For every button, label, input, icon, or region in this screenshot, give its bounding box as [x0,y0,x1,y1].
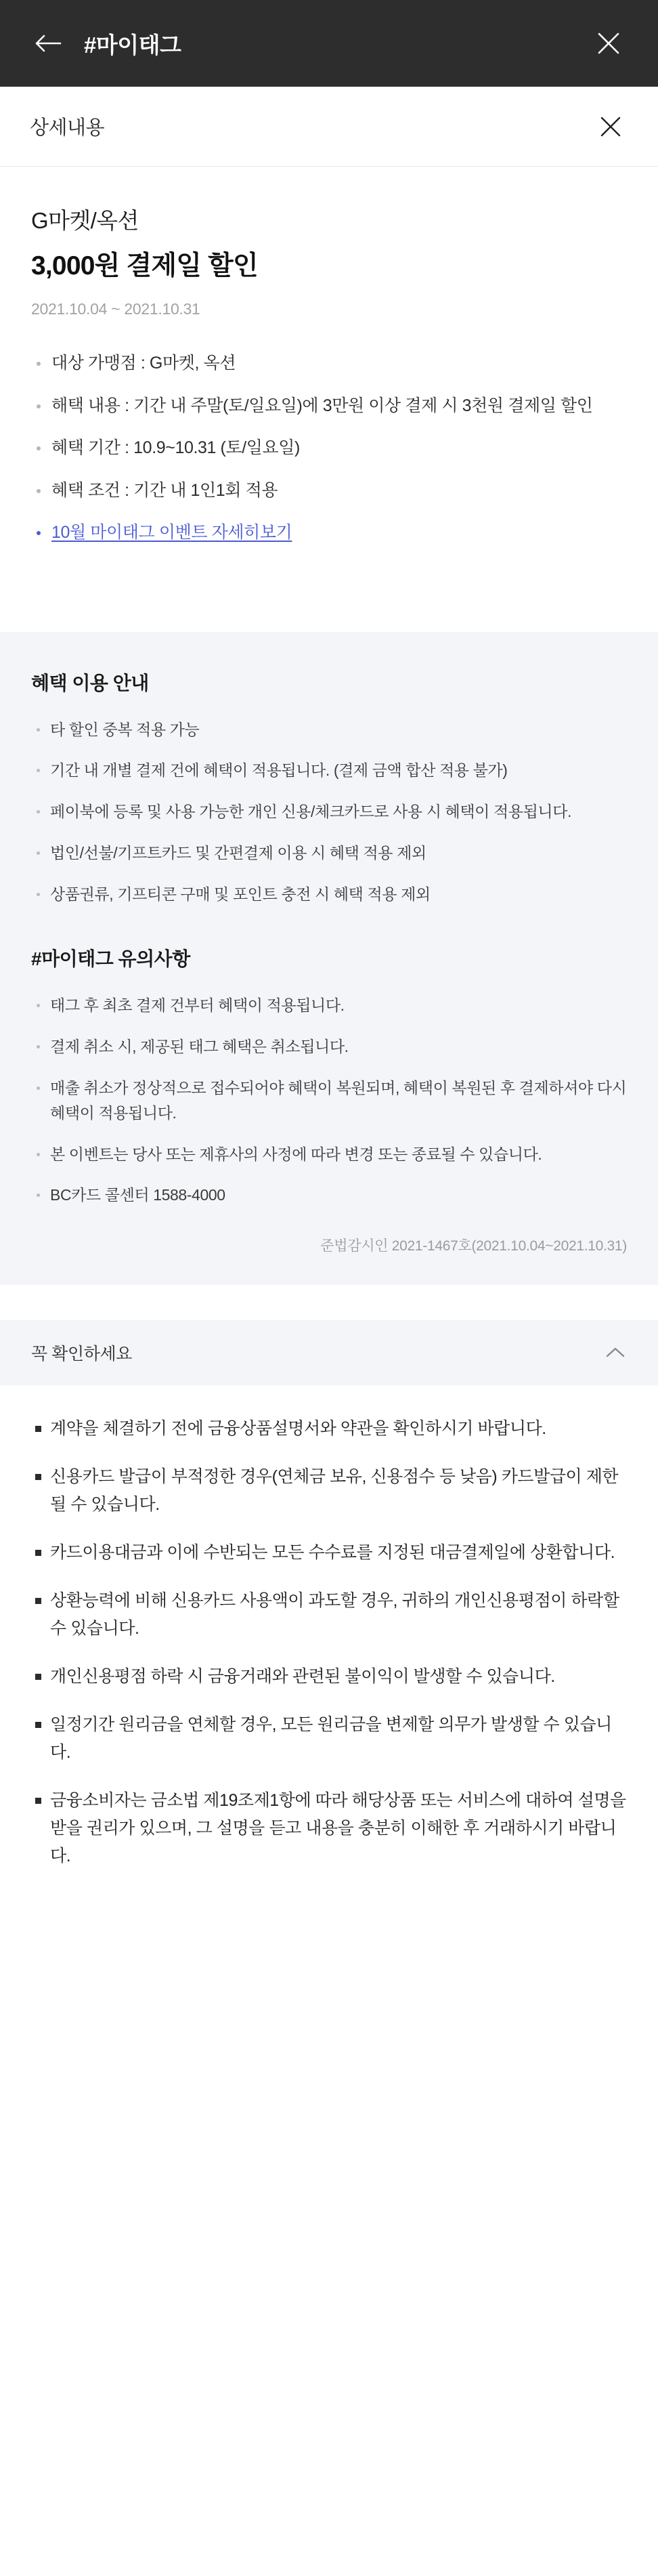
list-item: 카드이용대금과 이에 수반되는 모든 수수료를 지정된 대금결제일에 상환합니다. [31,1539,627,1567]
list-item: 기간 내 개별 결제 건에 혜택이 적용됩니다. (결제 금액 합산 적용 불가) [31,758,627,783]
promo-bullet-list [31,350,627,547]
list-item: 혜택 기간 : 10.9~10.31 (토/일요일) [31,434,627,462]
promo-detail [0,167,658,602]
list-item: 계약을 체결하기 전에 금융상품설명서와 약관을 확인하시기 바랍니다. [31,1415,627,1443]
detail-sheet-header [0,87,658,167]
spacer [0,1285,658,1320]
page-title: #마이태그 [84,32,181,58]
list-item: 신용카드 발급이 부적정한 경우(연체금 보유, 신용점수 등 낮음) 카드발급이 제한될 수 있습니다. [31,1463,627,1519]
list-item: 혜택 조건 : 기간 내 1인1회 적용 [31,477,627,505]
list-item: 금융소비자는 금소법 제19조제1항에 따라 해당상품 또는 서비스에 대하여 설명을 받을 권리가 있으며, 그 설명을 듣고 내용을 충분히 이해한 후 거래하시기 바랍니다. [31,1787,627,1870]
list-item: 상환능력에 비해 신용카드 사용액이 과도할 경우, 귀하의 개인신용평점이 하락할 수 있습니다. [31,1587,627,1643]
list-item: BC카드 콜센터 1588-4000 [31,1183,627,1208]
list-item: 일정기간 원리금을 연체할 경우, 모든 원리금을 변제할 의무가 발생할 수 있습니다. [31,1711,627,1767]
promo-headline: 3,000원 결제일 할인 [31,251,258,280]
list-item: 해택 내용 : 기간 내 주말(토/일요일)에 3만원 이상 결제 시 3천원 결제일 할인 [31,392,627,420]
list-item: 법인/선불/기프트카드 및 간편결제 이용 시 혜택 적용 제외 [31,841,627,866]
app-bar [0,0,658,87]
benefit-guide-title: 혜택 이용 안내 [31,672,149,694]
list-item: 타 할인 중복 적용 가능 [31,717,627,742]
list-item: 개인신용평점 하락 시 금융거래와 관련된 불이익이 발생할 수 있습니다. [31,1663,627,1691]
guide-section [0,632,658,1286]
confirm-accordion-body [0,1385,658,1938]
confirm-accordion-header[interactable] [0,1320,658,1385]
chevron-up-icon[interactable] [604,1341,627,1364]
confirm-accordion-label: 꼭 확인하세요 [31,1345,133,1364]
close-icon[interactable] [593,109,628,144]
mytag-notice-list [31,993,627,1208]
mytag-notice-title: #마이태그 유의사항 [31,948,190,970]
list-item: 태그 후 최초 결제 건부터 혜택이 적용됩니다. [31,993,627,1018]
list-item: 결제 취소 시, 제공된 태그 혜택은 취소됩니다. [31,1034,627,1059]
list-item: 페이북에 등록 및 사용 가능한 개인 신용/체크카드로 사용 시 혜택이 적용됩니다. [31,799,627,824]
benefit-guide-list [31,717,627,907]
arrow-left-icon[interactable] [30,25,66,62]
promo-period: 2021.10.04 ~ 2021.10.31 [31,300,200,318]
list-item: 본 이벤트는 당사 또는 제휴사의 사정에 따라 변경 또는 종료될 수 있습니다. [31,1142,627,1167]
list-item-link[interactable] [31,519,627,547]
spacer [0,602,658,632]
list-item: 매출 취소가 정상적으로 접수되어야 혜택이 복원되며, 혜택이 복원된 후 결제하셔야 다시 혜택이 적용됩니다. [31,1076,627,1126]
compliance-note: 준법감시인 2021-1467호(2021.10.04~2021.10.31) [320,1238,627,1254]
merchant-name: G마켓/옥션 [31,208,139,233]
list-item: 상품권류, 기프티콘 구매 및 포인트 충전 시 혜택 적용 제외 [31,882,627,907]
confirm-list [31,1415,627,1870]
list-item: 대상 가맹점 : G마켓, 옥션 [31,350,627,377]
close-icon[interactable] [590,25,627,62]
event-detail-link[interactable]: 10월 마이태그 이벤트 자세히보기 [51,523,292,542]
sheet-title: 상세내용 [30,117,105,139]
